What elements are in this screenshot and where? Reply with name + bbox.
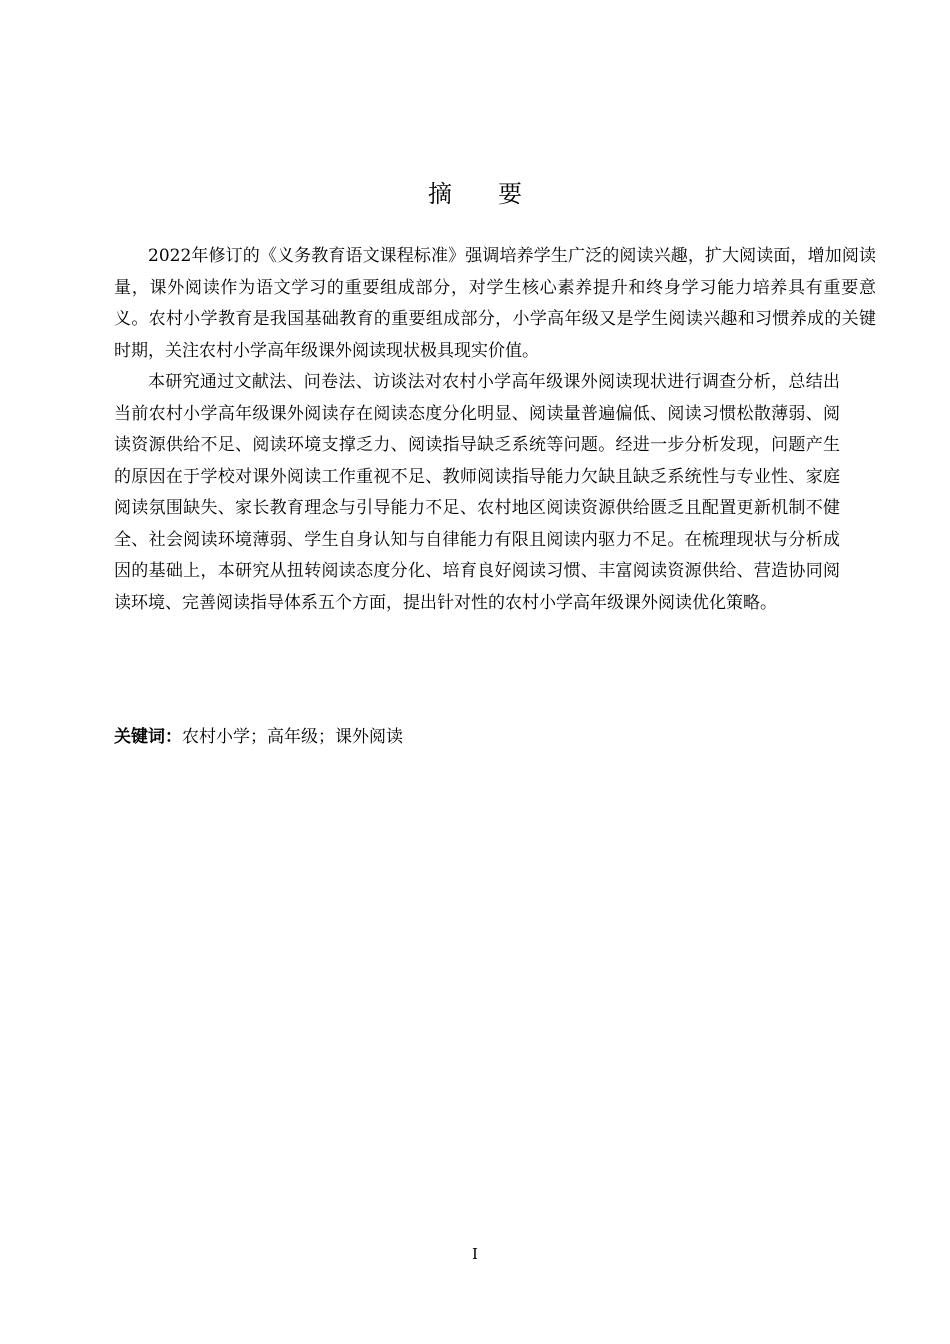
keywords-line: [114, 722, 403, 753]
keywords-text: 农村小学；高年级；课外阅读: [182, 727, 403, 747]
keywords-label: 关键词：: [114, 727, 182, 747]
abstract-title: [0, 176, 950, 212]
abstract-title-char-2: 要: [498, 180, 522, 208]
abstract-title-char-1: 摘: [428, 180, 452, 208]
abstract-body: [114, 241, 876, 619]
abstract-paragraph-1: 2022年修订的《义务教育语文课程标准》强调培养学生广泛的阅读兴趣，扩大阅读面，增加阅读量，课外阅读作为语文学习的重要组成部分，对学生核心素养提升和终身学习能力培养具有重要意义。农村小学教育是我国基础教育的重要组成部分，小学高年级又是学生阅读兴趣和习惯养成的关键时期，关注农村小学高年级课外阅读现状极具现实价值。: [114, 246, 876, 361]
abstract-paragraph-2: 本研究通过文献法、问卷法、访谈法对农村小学高年级课外阅读现状进行调查分析，总结出当前农村小学高年级课外阅读存在阅读态度分化明显、阅读量普遍偏低、阅读习惯松散薄弱、阅读资源供给不足、阅读环境支撑乏力、阅读指导缺乏系统等问题。经进一步分析发现，问题产生的原因在于学校对课外阅读工作重视不足、教师阅读指导能力欠缺且缺乏系统性与专业性、家庭阅读氛围缺失、家长教育理念与引导能力不足、农村地区阅读资源供给匮乏且配置更新机制不健全、社会阅读环境薄弱、学生自身认知与自律能力有限且阅读内驱力不足。在梳理现状与分析成因的基础上，本研究从扭转阅读态度分化、培育良好阅读习惯、丰富阅读资源供给、营造协同阅读环境、完善阅读指导体系五个方面，提出针对性的农村小学高年级课外阅读优化策略。: [114, 372, 840, 613]
page-number: I: [472, 1245, 478, 1263]
